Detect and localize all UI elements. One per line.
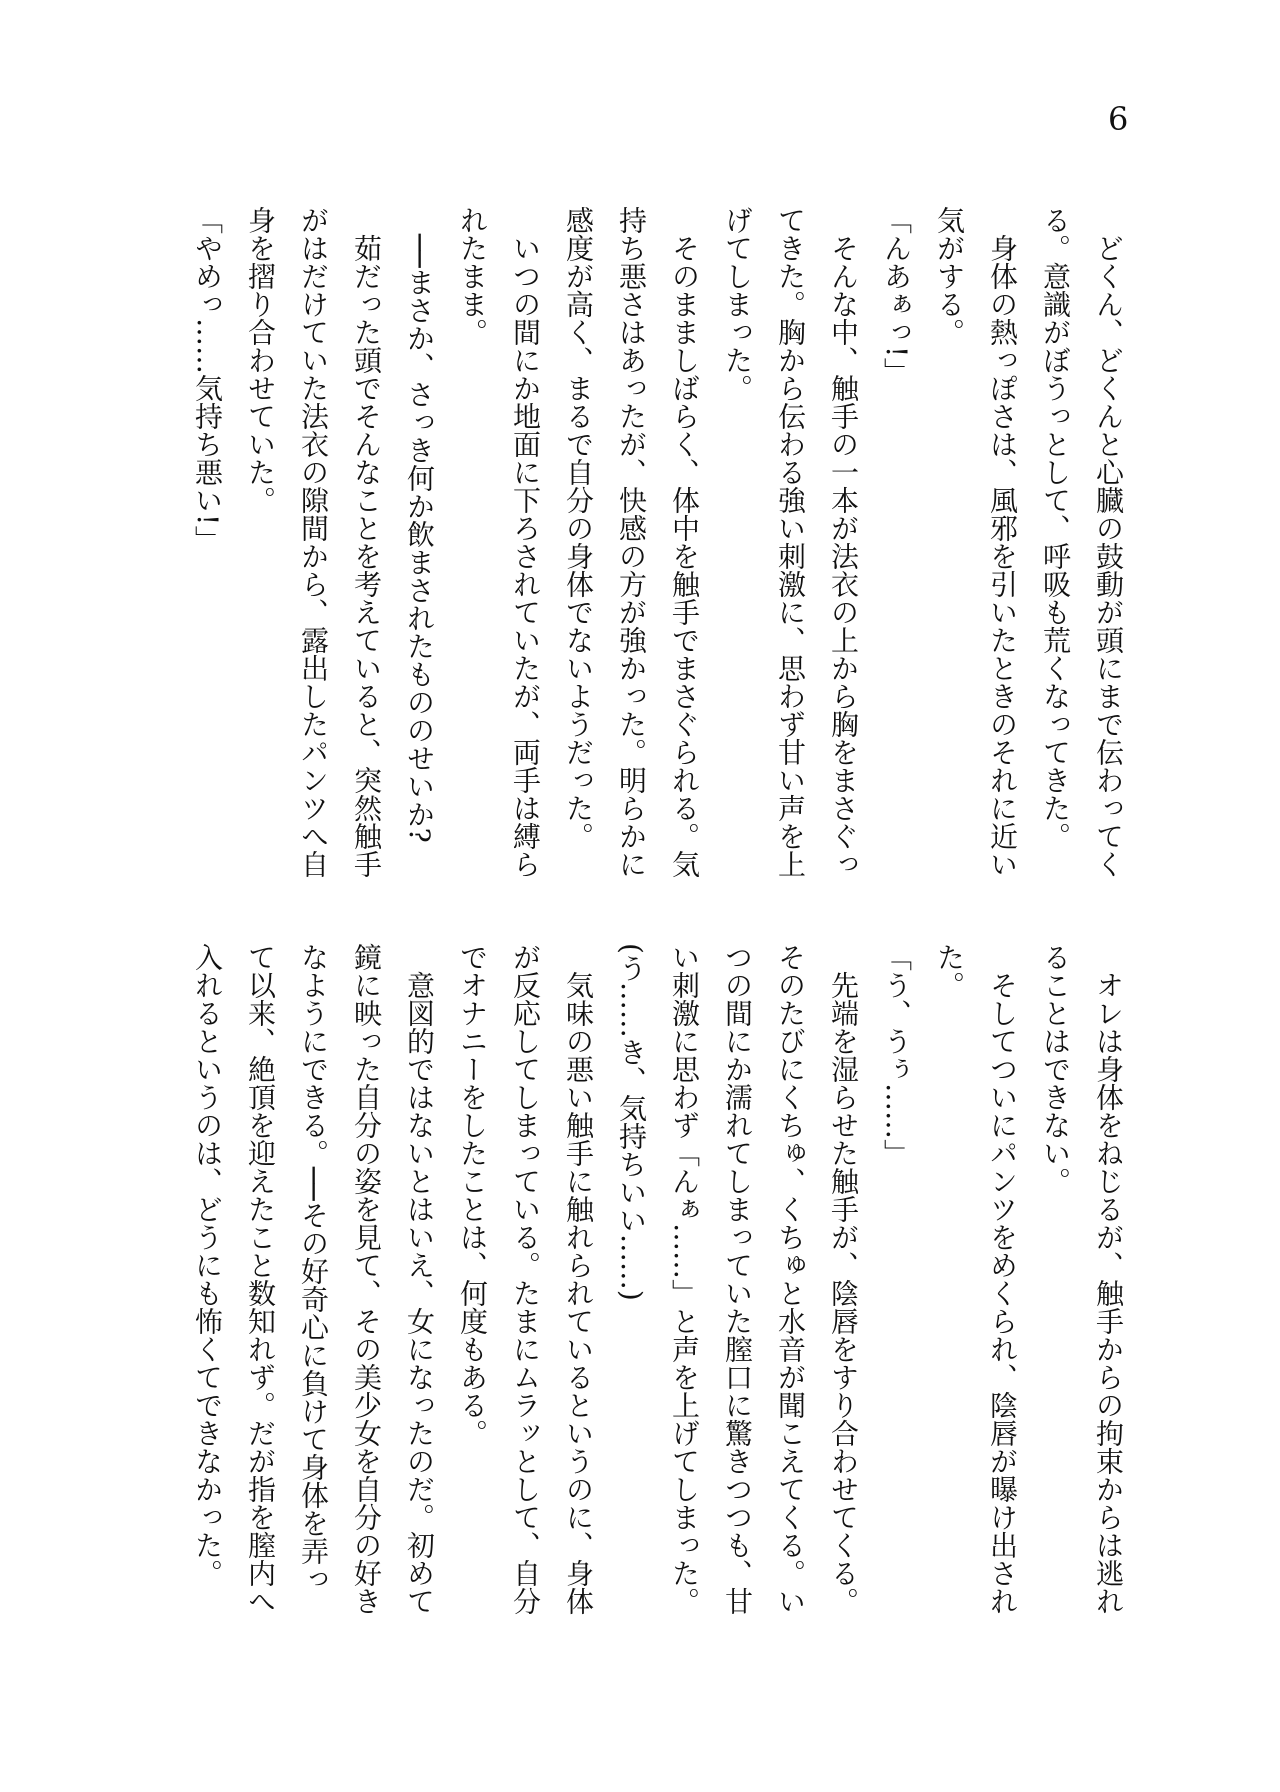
text-line: 入れるというのは、どうにも怖くてできなかった。 — [191, 943, 224, 1587]
text-line: (う……き、気持ちいい……) — [615, 943, 648, 1301]
text-line: が反応してしまっている。たまにムラッとして、自分 — [509, 943, 542, 1615]
text-line: 感度が高く、まるで自分の身体でないようだった。 — [562, 206, 595, 850]
text-block-top — [181, 206, 1135, 886]
text-line: がはだけていた法衣の隙間から、露出したパンツへ自 — [297, 206, 330, 878]
text-line: 鏡に映った自分の姿を見て、その美少女を自分の好き — [350, 943, 383, 1615]
page-number: 6 — [1108, 100, 1129, 138]
text-line: 持ち悪さはあったが、快感の方が強かった。明らかに — [615, 206, 648, 878]
text-line: 身体の熱っぽさは、風邪を引いたときのそれに近い — [986, 234, 1019, 878]
text-line: ──まさか、さっき何か飲まされたもののせいか? — [403, 234, 436, 843]
text-line: 気味の悪い触手に触れられているというのに、身体 — [562, 971, 595, 1615]
text-line: 茹だった頭でそんなことを考えていると、突然触手 — [350, 234, 383, 878]
text-line: 身を摺り合わせていた。 — [244, 206, 277, 514]
text-line: つの間にか濡れてしまっていた膣口に驚きつつも、甘 — [721, 943, 754, 1615]
text-line: い刺激に思わず「んぁ……」と声を上げてしまった。 — [668, 943, 701, 1615]
text-line: てきた。胸から伝わる強い刺激に、思わず甘い声を上 — [774, 206, 807, 878]
text-line: て以来、絶頂を迎えたこと数知れず。だが指を膣内へ — [244, 943, 277, 1615]
text-line: 先端を湿らせた触手が、陰唇をすり合わせてくる。 — [827, 971, 860, 1615]
text-line: 「んあぁっ!」 — [880, 206, 913, 386]
text-line: なようにできる。──その好奇心に負けて身体を弄っ — [297, 943, 330, 1593]
text-line: そのまましばらく、体中を触手でまさぐられる。気 — [668, 234, 701, 878]
text-line: オレは身体をねじるが、触手からの拘束からは逃れ — [1092, 971, 1125, 1615]
text-line: そのたびにくちゅ、くちゅと水音が聞こえてくる。い — [774, 943, 807, 1615]
text-line: ることはできない。 — [1039, 943, 1072, 1195]
text-line: る。意識がぼうっとして、呼吸も荒くなってきた。 — [1039, 206, 1072, 850]
text-line: た。 — [933, 943, 966, 999]
text-block-bottom — [181, 943, 1135, 1623]
text-line: どくん、どくんと心臓の鼓動が頭にまで伝わってく — [1092, 234, 1125, 878]
text-line: 気がする。 — [933, 206, 966, 346]
text-line: 意図的ではないとはいえ、女になったのだ。初めて — [403, 971, 436, 1615]
text-line: 「う、うぅ……」 — [880, 943, 913, 1167]
text-line: 「やめっ……気持ち悪い!」 — [191, 206, 224, 554]
text-line: そんな中、触手の一本が法衣の上から胸をまさぐっ — [827, 234, 860, 878]
text-line: いつの間にか地面に下ろされていたが、両手は縛ら — [509, 234, 542, 878]
text-line: げてしまった。 — [721, 206, 754, 402]
text-line: でオナニーをしたことは、何度もある。 — [456, 943, 489, 1447]
text-line: そしてついにパンツをめくられ、陰唇が曝け出され — [986, 971, 1019, 1615]
text-line: れたまま。 — [456, 206, 489, 346]
